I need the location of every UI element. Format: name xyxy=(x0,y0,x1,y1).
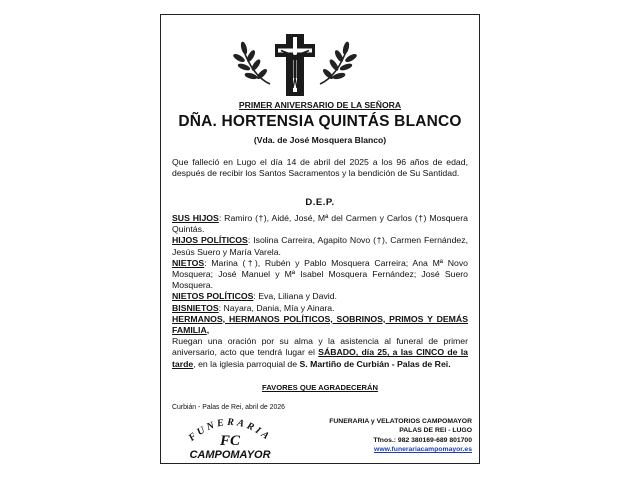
family-text: : Nayara, Dania, Mía y Ainara. xyxy=(218,302,335,313)
deceased-name: DÑA. HORTENSIA QUINTÁS BLANCO xyxy=(178,113,462,130)
request-when: SÁBADO, día 25, a las CINCO de la tarde xyxy=(172,347,469,369)
funeral-home-info xyxy=(300,417,472,455)
death-notice-text: Que falleció en Lugo el día 14 de abril del 2025 a los 96 años de edad, después de recibir los Santos Sacramentos y la bendición de Su Santidad. xyxy=(172,157,468,179)
request-text: , en la iglesia parroquial de xyxy=(193,358,300,369)
laurel-branch-right-icon xyxy=(320,42,357,84)
request-text: Ruegan una oración por su alma y la asistencia al funeral de primer aniversario, acto que tendrá lugar el xyxy=(172,336,468,358)
crucifix-icon xyxy=(275,34,315,96)
family-inlaws xyxy=(172,235,468,257)
request-end: . xyxy=(448,358,451,369)
family-label: HIJOS POLÍTICOS xyxy=(172,235,248,246)
family-siblings xyxy=(172,314,468,336)
family-grand-inlaws xyxy=(172,291,468,302)
funeral-request xyxy=(172,336,468,370)
funeral-home-website-link[interactable]: www.funerariacampomayor.es xyxy=(374,446,472,454)
family-label: NIETOS xyxy=(172,257,205,268)
family-text: : Isolina Carreira, Agapito Novo (†), Carmen Fernández, Jesús Suero y María Varela. xyxy=(172,235,468,257)
logo-monogram: FC xyxy=(219,433,241,449)
funeral-home-phones: Tfnos.: 982 380169-689 801700 xyxy=(373,436,472,444)
family-label: SUS HIJOS xyxy=(172,213,219,223)
dep-label: D.E.P. xyxy=(305,197,335,208)
family-label: BISNIETOS xyxy=(172,302,219,313)
family-section xyxy=(172,213,468,370)
family-text: : Marina (†), Rubén y Pablo Mosquera Carreira; Ana Mª Novo Mosquera; José Manuel y Mª Isabel Mosquera Fernández; José Suero Mosquera. xyxy=(172,257,468,291)
emblem xyxy=(226,34,364,98)
request-where: S. Martiño de Curbián - Palas de Rei xyxy=(299,358,449,369)
funeral-home-location: PALAS DE REI - LUGO xyxy=(399,427,472,435)
family-sons xyxy=(172,213,468,235)
anniversary-heading: PRIMER ANIVERSARIO DE LA SEÑORA xyxy=(238,100,402,110)
family-label: NIETOS POLÍTICOS xyxy=(172,291,254,302)
family-text: : Ramiro (†), Aidé, José, Mª del Carmen y Carlos (†) Mosquera Quintás. xyxy=(172,213,468,235)
logo-brand: CAMPOMAYOR xyxy=(189,449,271,461)
funeraria-logo xyxy=(174,413,286,461)
family-label: HERMANOS, HERMANOS POLÍTICOS, SOBRINOS, PRIMOS Y DEMÁS FAMILIA xyxy=(172,313,468,336)
place-date: Curbián - Palas de Rei, abril de 2026 xyxy=(172,404,285,411)
widow-of: (Vda. de José Mosquera Blanco) xyxy=(253,135,387,145)
family-great-grandchildren xyxy=(172,303,468,314)
thanks-line: FAVORES QUE AGRADECERÁN xyxy=(261,383,379,392)
family-text: : Eva, Liliana y David. xyxy=(253,291,337,302)
family-grandchildren xyxy=(172,258,468,292)
laurel-branch-left-icon xyxy=(233,42,270,84)
family-text: , xyxy=(206,325,210,336)
funeral-home-name: FUNERARIA y VELATORIOS CAMPOMAYOR xyxy=(329,418,472,425)
logo-arc-text: FUNERARIA xyxy=(186,416,274,444)
